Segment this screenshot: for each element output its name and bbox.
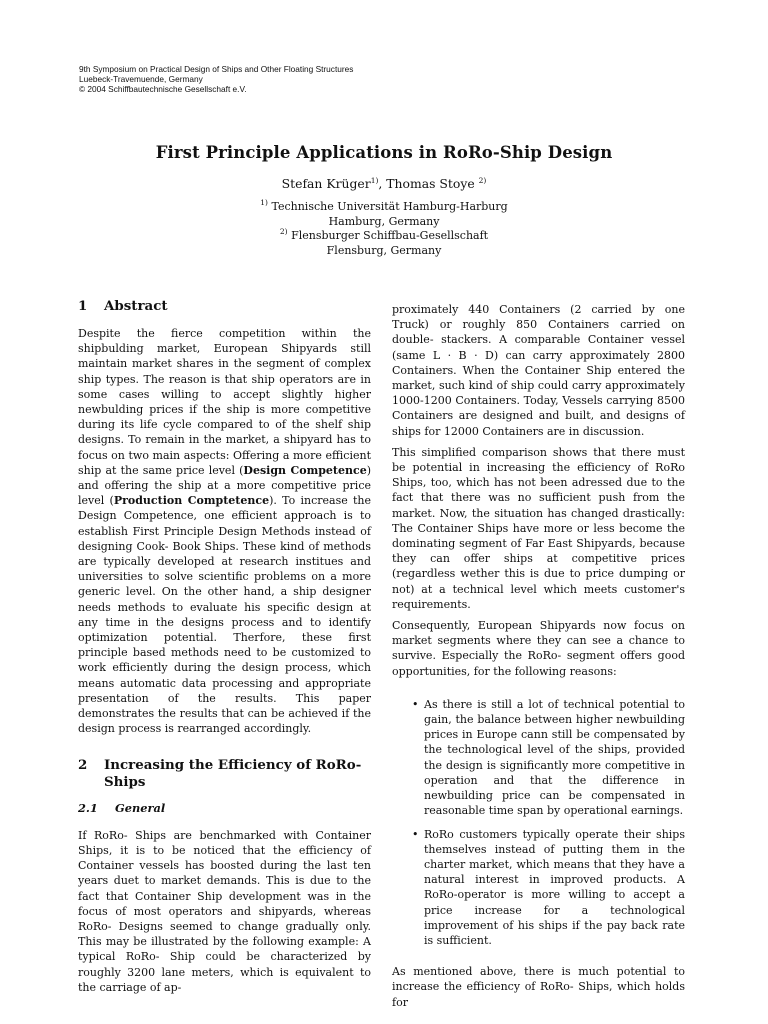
bold-term: Production Comptetence: [113, 494, 270, 508]
abstract-text: ) and offering the ship at a more competitive price level (: [78, 463, 371, 508]
section-number: 2: [78, 757, 88, 774]
section-heading: [78, 757, 371, 791]
author-name: Stefan Krüger: [281, 176, 371, 191]
conference-location: Luebeck-Travemuende, Germany: [79, 74, 203, 84]
section-title: Increasing the Efficiency of RoRo-Ships: [104, 757, 362, 791]
conference-header: [79, 64, 353, 94]
body-paragraph: As mentioned above, there is much potential to increase the efficiency of RoRo- Ships, which holds for: [392, 965, 685, 1009]
list-item: [392, 697, 685, 819]
body-paragraph: If RoRo- Ships are benchmarked with Container Ships, it is to be noticed that the efficiency of Container vessels has boosted during the last ten years duet to market demands. This is due to the fact that Container Ship development was in the focus of most operators and shipyards, whereas RoRo- Designs seemed to change gradually only. This may be illustrated by the following example: A typical RoRo- Ship could be characterized by roughly 3200 lane meters, which is equivalent to the carriage of ap-: [78, 828, 371, 994]
author-name: Thomas Stoye: [386, 176, 475, 191]
bold-term: Design Competence: [243, 463, 367, 477]
author-line: [0, 176, 768, 191]
affiliations: [0, 200, 768, 258]
bullet-icon: •: [412, 697, 419, 711]
affiliation-line: [0, 200, 768, 215]
body-paragraph: Consequently, European Shipyards now focus on market segments where they can see a chance to survive. Especially the RoRo- segment offers good opportunities, for the following reasons:: [392, 619, 685, 678]
paper-title: First Principle Applications in RoRo-Ship Design: [155, 143, 613, 162]
subsection-title: General: [115, 801, 166, 816]
author-separator: ,: [378, 176, 387, 191]
abstract-text: ). To increase the Design Competence, one efficient approach is to establish First Principle Design Methods instead of designing Cook- Book Ships. These kind of methods are typically developed at research institues and universities to solve scientific problems on a more generic level. On the other hand, a ship designer needs methods to evaluate his specific design at any time in the designs process and to identify optimization potential. Therfore, these first principle based methods need to be customized to work efficiently during the design process, which means automatic data processing and appropriate presentation of the results. This paper demonstrates the results that can be achieved if the design process is rearranged accordingly.: [78, 494, 371, 736]
copyright-line: © 2004 Schiffbautechnische Gesellschaft e.V.: [79, 84, 247, 94]
author-affiliation-mark: 1): [370, 176, 379, 185]
author-affiliation-mark: 2): [478, 176, 487, 185]
conference-name: 9th Symposium on Practical Design of Ships and Other Floating Structures: [79, 64, 354, 74]
subsection-number: 2.1: [78, 801, 98, 816]
list-item-text: As there is still a lot of technical potential to gain, the balance between higher newbuilding prices in Europe cann still be compensated by the technological level of the ships, provided the design is significantly more competitive in operation and that the difference in newbuilding price can be compensated in reasonable time span by operational earnings.: [424, 697, 685, 818]
right-column: [392, 302, 685, 1010]
abstract-text: Despite the fierce competition within the shipbulding market, European Shipyards still maintain market shares in the segment of complex ship types. The reason is that ship operators are in some cases willing to accept slightly higher newbulding prices if the ship is more competitive during its life cycle compared to of the shelf ship designs. To remain in the market, a shipyard has to focus on two main aspects: Offering a more efficient ship at the same price level (: [78, 327, 371, 477]
list-item-text: RoRo customers typically operate their ships themselves instead of putting them in the charter market, which means that they have a natural interest in improved products. A RoRo-operator is more willing to accept a price increase for a technological improvement of his ships if the pay back rate is sufficient.: [424, 827, 685, 947]
section-heading: [78, 298, 371, 315]
body-paragraph: This simplified comparison shows that there must be potential in increasing the efficiency of RoRo Ships, too, which has not been adressed due to the fact that there was no sufficient push from the market. Now, the situation has changed drastically: The Container Ships have more or less become the dominating segment of Far East Shipyards, because they can offer ships at competitive prices (regardless wether this is due to price dumping or not) at a technical level which meets customer's requirements.: [392, 445, 685, 611]
abstract-paragraph: [78, 326, 371, 736]
left-column: [78, 298, 371, 995]
body-paragraph: proximately 440 Containers (2 carried by one Truck) or roughly 850 Containers carried on double- stackers. A comparable Container vessel (same L · B · D) can carry approximately 2800 Containers. When the Container Ship entered the market, such kind of ship could carry approximately 1000-1200 Containers. Today, Vessels carrying 8500 Containers are designed and built, and designs of ships for 12000 Containers are in discussion.: [392, 303, 685, 438]
affiliation-mark: 1): [260, 198, 268, 207]
affiliation-mark: 2): [279, 227, 288, 237]
list-item: [392, 827, 685, 949]
section-number: 1: [78, 298, 88, 314]
affiliation-city: Flensburg, Germany: [326, 243, 442, 257]
affiliation-city: Hamburg, Germany: [328, 214, 440, 228]
bullet-icon: •: [412, 827, 419, 841]
reasons-list: [392, 697, 685, 948]
subsection-heading: [78, 801, 371, 816]
affiliation-name: Technische Universität Hamburg-Harburg: [271, 200, 508, 213]
section-title: Abstract: [104, 298, 168, 314]
affiliation-line: [0, 229, 768, 244]
affiliation-name: Flensburger Schiffbau-Gesellschaft: [291, 229, 489, 243]
